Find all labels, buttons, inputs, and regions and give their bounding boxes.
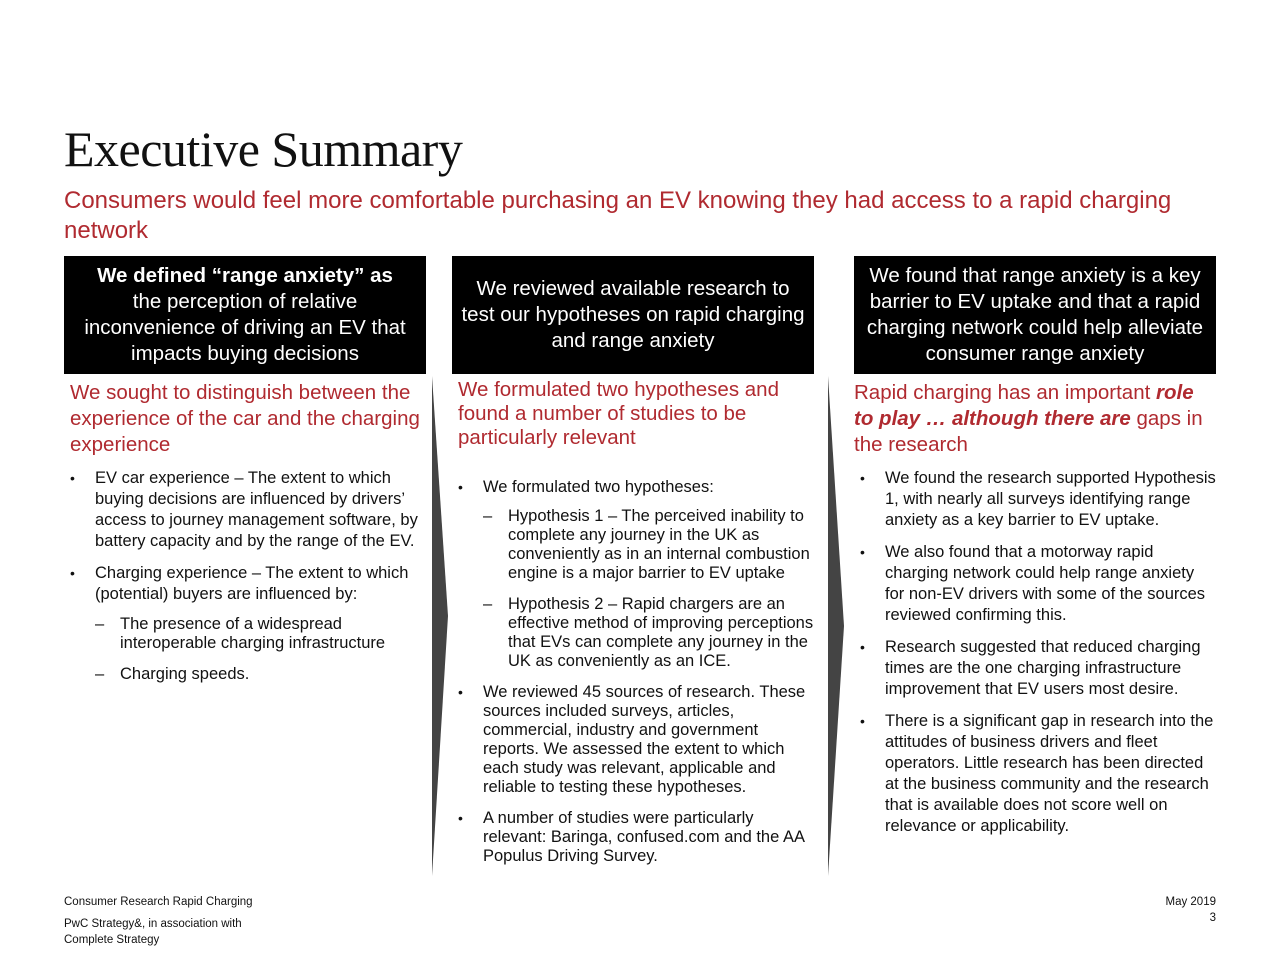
column-research-review bbox=[452, 256, 814, 878]
footer-org-line: Complete Strategy bbox=[64, 934, 160, 946]
header-text: the perception of relative inconvenience of driving an EV that impacts buying decisions bbox=[84, 290, 406, 365]
bullet-text: We formulated two hypotheses: bbox=[483, 478, 714, 496]
footer-report-name: Consumer Research Rapid Charging bbox=[64, 896, 253, 908]
flow-arrow-divider bbox=[430, 376, 450, 876]
sub-bullet-item: – The presence of a widespread interoperable charging infrastructure bbox=[95, 615, 426, 653]
page-number: 3 bbox=[1209, 912, 1216, 924]
bullet-list bbox=[854, 468, 1216, 837]
bullet-item: • We found the research supported Hypothesis 1, with nearly all surveys identifying range anxiety as a key barrier to EV uptake. bbox=[854, 468, 1216, 531]
bullet-item: • A number of studies were particularly relevant: Baringa, confused.com and the AA Populus Driving Survey. bbox=[452, 809, 814, 866]
bullet-item bbox=[452, 478, 814, 671]
bullet-item bbox=[64, 563, 426, 684]
column-lead: We formulated two hypotheses and found a number of studies to be particularly relevant bbox=[458, 378, 779, 449]
page-title: Executive Summary bbox=[64, 121, 463, 177]
column-range-anxiety-definition bbox=[64, 256, 426, 696]
footer-left bbox=[64, 894, 253, 948]
bullet-item: • There is a significant gap in research into the attitudes of business drivers and fleet operators. Little research has been directed at the business community and the research that is available does not score well on relevance or applicability. bbox=[854, 711, 1216, 837]
page-subtitle: Consumers would feel more comfortable purchasing an EV knowing they had access to a rapid charging network bbox=[64, 187, 1172, 244]
lead-text: gaps in the research bbox=[854, 407, 1203, 456]
column-lead bbox=[854, 380, 1216, 458]
bullet-item: • We reviewed 45 sources of research. These sources included surveys, articles, commercial, industry and government reports. We assessed the extent to which each study was relevant, applicable and reliable to testing these hypotheses. bbox=[452, 683, 814, 797]
lead-text: Rapid charging has an important bbox=[854, 381, 1151, 404]
header-text: We reviewed available research to test our hypotheses on rapid charging and range anxiety bbox=[461, 277, 805, 352]
sub-bullet-item: – Hypothesis 2 – Rapid chargers are an effective method of improving perceptions that EVs can complete any journey in the UK as conveniently as an ICE. bbox=[483, 595, 814, 671]
column-header-box bbox=[452, 256, 814, 374]
bullet-list bbox=[64, 468, 426, 684]
column-header-box bbox=[64, 256, 426, 374]
header-bold-text: We defined “range anxiety” as bbox=[97, 264, 393, 287]
bullet-list bbox=[452, 478, 814, 866]
footer-org-line: PwC Strategy&, in association with bbox=[64, 918, 242, 930]
footer-right bbox=[1165, 894, 1216, 926]
column-findings bbox=[854, 256, 1216, 848]
sub-bullet-list bbox=[95, 615, 426, 684]
sub-bullet-item: – Hypothesis 1 – The perceived inability to complete any journey in the UK as conveniently as in an internal combustion engine is a major barrier to EV uptake bbox=[483, 507, 814, 583]
column-lead: We sought to distinguish between the experience of the car and the charging experience bbox=[70, 381, 420, 456]
column-header-box bbox=[854, 256, 1216, 374]
bullet-item: • We also found that a motorway rapid charging network could help range anxiety for non-EV drivers with some of the sources reviewed confirming this. bbox=[854, 542, 1216, 626]
bullet-item: • Research suggested that reduced charging times are the one charging infrastructure improvement that EV users most desire. bbox=[854, 637, 1216, 700]
sub-bullet-item: – Charging speeds. bbox=[95, 665, 426, 684]
footer-date: May 2019 bbox=[1165, 896, 1216, 908]
header-text: We found that range anxiety is a key barrier to EV uptake and that a rapid charging network could help alleviate consumer range anxiety bbox=[866, 264, 1204, 365]
sub-bullet-list bbox=[483, 507, 814, 671]
bullet-item: • EV car experience – The extent to which buying decisions are influenced by drivers’ access to journey management software, by battery capacity and by the range of the EV. bbox=[64, 468, 426, 552]
flow-arrow-divider bbox=[826, 376, 846, 876]
bullet-text: Charging experience – The extent to which (potential) buyers are influenced by: bbox=[95, 564, 409, 603]
lead-emphasis-text: role to play … although there are bbox=[854, 381, 1194, 430]
